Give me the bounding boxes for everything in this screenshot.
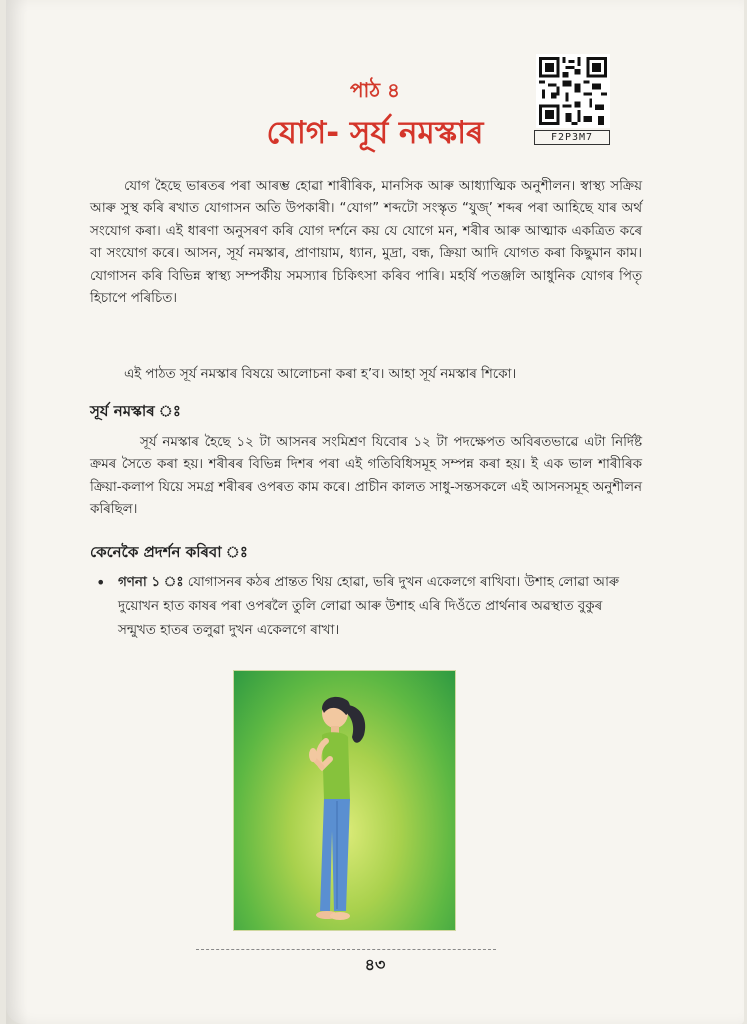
step-text xyxy=(118,571,644,643)
section-heading-how-to-perform: কেনেকৈ প্ৰদৰ্শন কৰিবা ঃ xyxy=(90,543,248,561)
lesson-title: যোগ- সূৰ্য নমস্কাৰ xyxy=(266,115,484,151)
bullet-icon: • xyxy=(96,573,106,592)
qr-code-label: F2P3M7 xyxy=(534,130,610,145)
standing-prayer-pose-figure xyxy=(234,671,455,930)
textbook-page xyxy=(6,0,744,1024)
surya-namaskar-paragraph: সূৰ্য নমস্কাৰ হৈছে ১২ টা আসনৰ সংমিশ্ৰণ যিবোৰ ১২ টা পদক্ষেপত অবিৰতভাৱে এটা নিৰ্দিষ্ট ক্ৰমৰ সৈতে কৰা হয়। শৰীৰৰ বিভিন্ন দিশৰ পৰা এই গতিবিধিসমূহ সম্পন্ন কৰা হয়। ই এক ভাল শাৰীৰিক ক্ৰিয়া-কলাপ যিয়ে সমগ্ৰ শৰীৰৰ ওপৰত কাম কৰে। প্ৰাচীন কালত সাধু-সন্তসকলে এই আসনসমূহ অনুশীলন কৰিছিল। xyxy=(90,435,642,518)
step-description: যোগাসনৰ কঠৰ প্ৰান্তত থিয় হোৱা, ভৰি দুখন একেলগে ৰাখিবা। উশাহ লোৱা আৰু দুয়োখন হাত কাষৰ পৰা ওপৰলৈ তুলি লোৱা আৰু উশাহ এৰি দিওঁতে প্ৰাৰ্থনাৰ অৱস্থাত বুকুৰ সন্মুখত হাতৰ তলুৱা দুখন একেলগে ৰাখা। xyxy=(118,575,619,638)
lesson-number: পাঠ ৪ xyxy=(349,78,400,102)
footer-divider xyxy=(196,949,496,950)
step-label: গণনা ১ ঃ xyxy=(118,575,184,590)
intro-line: এই পাঠত সূৰ্য নমস্কাৰ বিষয়ে আলোচনা কৰা হ’ব। আহা সূৰ্য নমস্কাৰ শিকো। xyxy=(124,367,517,382)
section-heading-surya-namaskar: সূৰ্য নমস্কাৰ ঃ xyxy=(90,402,181,420)
list-item xyxy=(96,571,644,643)
intro-paragraph: যোগ হৈছে ভাৰতৰ পৰা আৰম্ভ হোৱা শাৰীৰিক, মানসিক আৰু আধ্যাত্মিক অনুশীলন। স্বাস্থ্য সক্ৰিয় আৰু সুস্থ কৰি ৰখাত যোগাসন অতি উপকাৰী। “যোগ” শব্দটো সংস্কৃত “যুজ্’ শব্দৰ পৰা আহিছে যাৰ অৰ্থ সংযোগ কৰা। এই ধাৰণা অনুসৰণ কৰি যোগ দৰ্শনে কয় যে যোগে মন, শৰীৰ আৰু আত্মাক একত্ৰিত কৰে বা সংযোগ কৰে। আসন, সূৰ্য নমস্কাৰ, প্ৰাণায়াম, ধ্যান, মুদ্ৰা, বন্ধ, ক্ৰিয়া আদি যোগত কৰা কিছুমান কাম। যোগাসন কৰি বিভিন্ন স্বাস্থ্য সম্পৰ্কীয় সমস্যাৰ চিকিৎসা কৰিব পাৰি। মহৰ্ষি পতঞ্জলি আধুনিক যোগৰ পিতৃ হিচাপে পৰিচিত। xyxy=(90,179,642,307)
pranamasana-illustration xyxy=(234,671,455,930)
page-number: ৪৩ xyxy=(364,955,386,974)
